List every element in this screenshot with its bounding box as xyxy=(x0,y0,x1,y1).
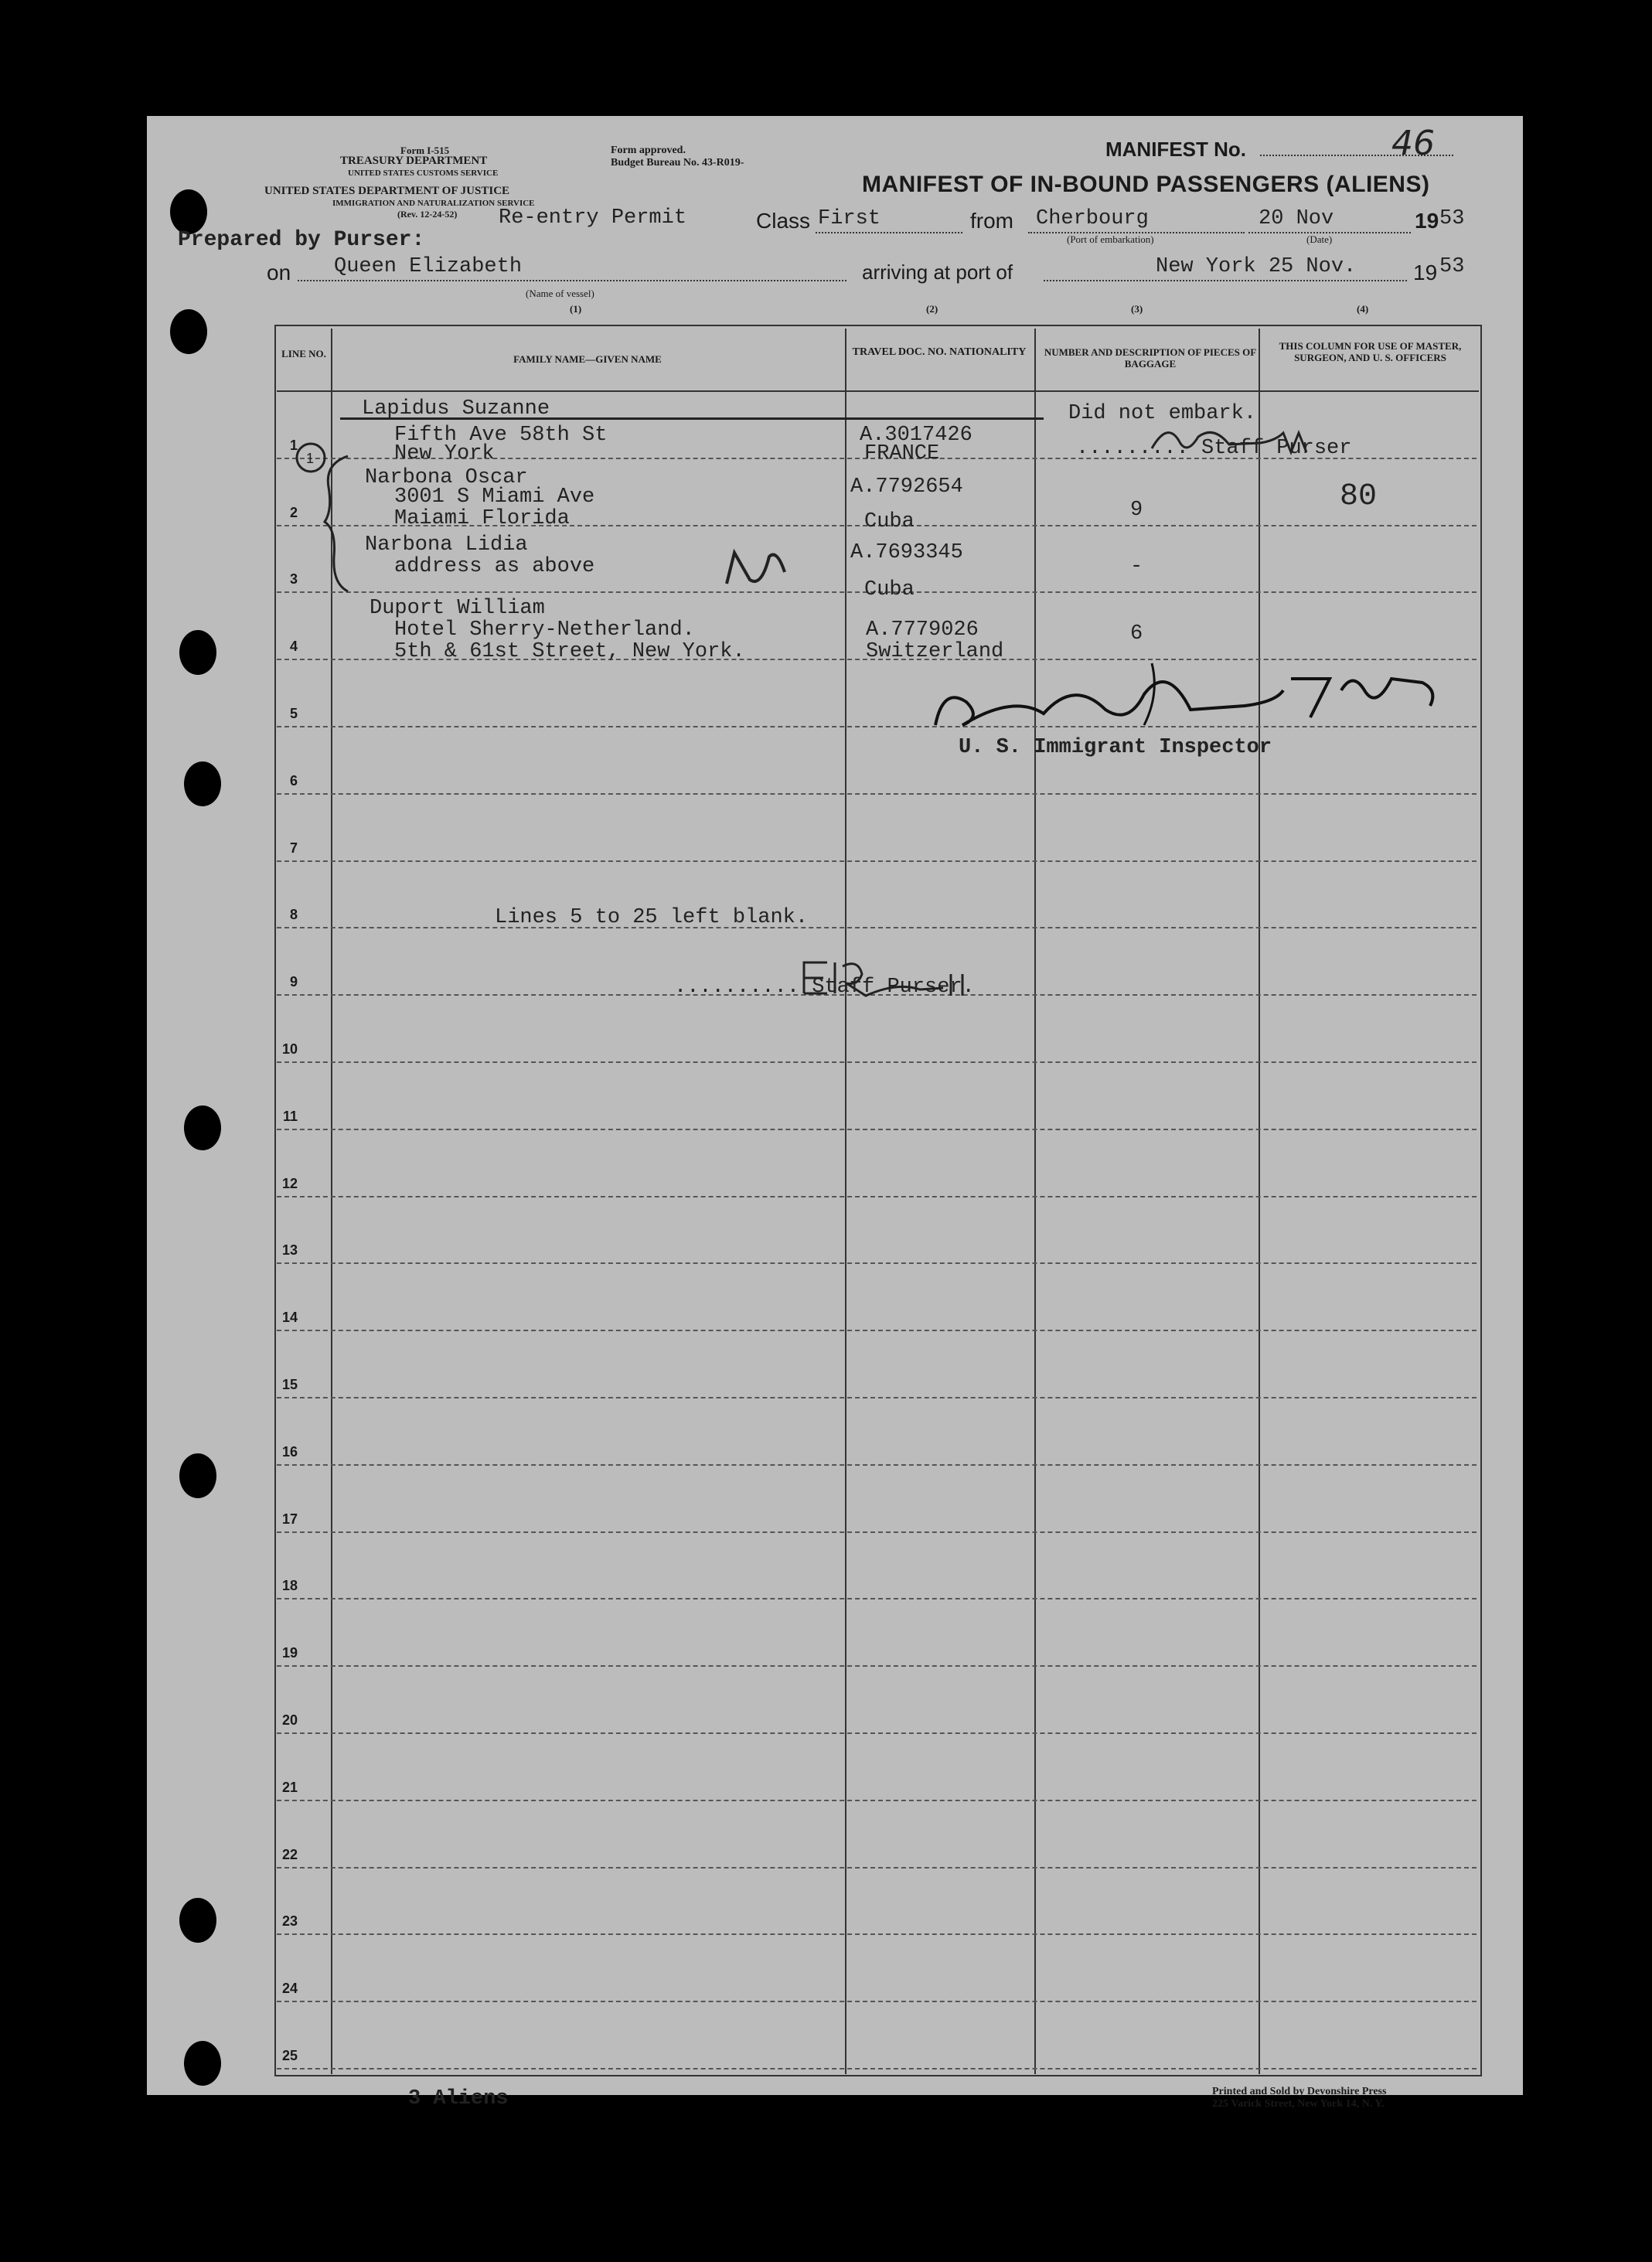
punch-hole xyxy=(170,309,207,354)
ins-label: IMMIGRATION AND NATURALIZATION SERVICE xyxy=(332,199,535,208)
line-number: 11 xyxy=(282,1108,298,1124)
from-value: Cherbourg xyxy=(1036,207,1149,230)
line-number: 5 xyxy=(289,706,298,721)
arrival-year: 53 xyxy=(1439,255,1465,278)
row-divider xyxy=(277,1196,1477,1197)
purser-signature-mark xyxy=(1144,417,1322,464)
col2-number: (2) xyxy=(926,303,938,315)
handwritten-initial xyxy=(723,541,800,595)
printer-line-1: Printed and Sold by Devonshire Press xyxy=(1212,2086,1387,2097)
line-number: 6 xyxy=(289,772,298,789)
col-baggage: NUMBER AND DESCRIPTION OF PIECES OF BAGGAGE xyxy=(1044,346,1257,370)
passenger-narbona-oscar-address: 3001 S Miami Ave xyxy=(394,485,595,509)
line-number: 18 xyxy=(281,1578,298,1594)
row-divider xyxy=(277,1464,1477,1466)
row-divider xyxy=(277,1933,1477,1935)
row-divider xyxy=(277,1262,1477,1264)
narbona-oscar-baggage: 9 xyxy=(1130,499,1143,522)
form-number: Form I-515 xyxy=(400,145,450,156)
passenger-narbona-lidia-nationality: Cuba xyxy=(864,578,915,601)
customs-label: UNITED STATES CUSTOMS SERVICE xyxy=(348,169,499,178)
col-family-name: FAMILY NAME—GIVEN NAME xyxy=(513,353,662,365)
passenger-narbona-oscar-city: Maiami Florida xyxy=(394,507,570,530)
inspector-signature xyxy=(920,648,1453,748)
passenger-narbona-lidia-doc: A.7693345 xyxy=(850,541,963,564)
passenger-narbona-oscar-name: Narbona Oscar xyxy=(365,466,528,489)
row-divider xyxy=(277,1665,1477,1667)
port-embarkation-caption: (Port of embarkation) xyxy=(1067,233,1154,245)
prepared-by-label: Prepared by Purser: xyxy=(178,228,425,252)
passenger-duport-doc: A.7779026 xyxy=(866,618,979,642)
lines-left-blank-note: Lines 5 to 25 left blank. xyxy=(495,906,809,929)
row-divider xyxy=(277,927,1477,928)
date-caption: (Date) xyxy=(1306,233,1333,245)
line-number: 21 xyxy=(281,1779,298,1795)
line-number: 25 xyxy=(281,2048,298,2063)
year-value: 53 xyxy=(1439,207,1465,230)
line-number: 20 xyxy=(281,1712,298,1728)
col4-number: (4) xyxy=(1357,303,1369,315)
row-divider xyxy=(277,2001,1477,2002)
passenger-lapidus-city: New York xyxy=(394,442,495,465)
passenger-lapidus-name: Lapidus Suzanne xyxy=(362,397,550,421)
row-divider xyxy=(277,1330,1477,1331)
punch-hole xyxy=(184,761,221,806)
passenger-narbona-oscar-doc: A.7792654 xyxy=(850,475,963,499)
form-approved: Form approved. xyxy=(611,145,686,156)
passenger-narbona-lidia-name: Narbona Lidia xyxy=(365,533,528,557)
row-divider xyxy=(277,1129,1477,1130)
manifest-no-label: MANIFEST No. xyxy=(1105,138,1246,161)
class-value: First xyxy=(818,207,881,230)
punch-hole xyxy=(179,1453,216,1498)
vessel-name: Queen Elizabeth xyxy=(334,255,523,278)
passenger-duport-nationality: Switzerland xyxy=(866,640,1004,663)
treasury-label: TREASURY DEPARTMENT xyxy=(340,155,488,167)
line-number: 7 xyxy=(289,840,298,856)
punch-hole xyxy=(179,630,216,675)
line-number: 13 xyxy=(281,1242,298,1259)
lapidus-staff-purser: ......... Staff Purser xyxy=(1076,437,1352,460)
duport-baggage: 6 xyxy=(1130,622,1143,646)
manifest-no-value: 46 xyxy=(1391,124,1435,163)
punch-hole xyxy=(179,1898,216,1943)
narbona-oscar-officer-note: 80 xyxy=(1340,479,1378,514)
col-officers: THIS COLUMN FOR USE OF MASTER, SURGEON, AND U. S. OFFICERS xyxy=(1279,340,1462,363)
row-divider xyxy=(277,1061,1477,1063)
year-prefix: 19 xyxy=(1415,209,1439,233)
line-number: 19 xyxy=(281,1645,298,1661)
staff-purser-signature-line: .......... Staff Purser. xyxy=(674,976,975,999)
alien-count: 3 Aliens xyxy=(408,2087,509,2110)
passenger-lapidus-nationality: FRANCE xyxy=(864,442,940,465)
svg-text:1: 1 xyxy=(306,451,315,466)
revision-label: (Rev. 12-24-52) xyxy=(397,209,458,220)
printer-line-2: 225 Varick Street, New York 14, N. Y. xyxy=(1212,2098,1385,2110)
class-label: Class xyxy=(756,209,811,233)
line-number: 22 xyxy=(281,1846,298,1862)
immigrant-inspector-label: U. S. Immigrant Inspector xyxy=(959,736,1272,759)
line-number: 8 xyxy=(289,907,298,923)
row-divider xyxy=(277,2068,1477,2070)
staff-purser-signature xyxy=(789,951,989,1005)
arrival-port-date: New York 25 Nov. xyxy=(1156,255,1357,278)
narbona-lidia-baggage: - xyxy=(1130,555,1143,578)
line-number: 23 xyxy=(281,1913,298,1930)
row-divider xyxy=(277,1531,1477,1533)
date-value: 20 Nov xyxy=(1259,207,1334,230)
passenger-lapidus-doc: A.3017426 xyxy=(860,424,972,447)
line-number: 4 xyxy=(289,639,298,655)
row-divider xyxy=(277,1800,1477,1801)
arriving-label: arriving at port of xyxy=(862,261,1013,284)
row-divider xyxy=(277,1598,1477,1599)
line-number: 1 xyxy=(289,437,298,453)
punch-hole xyxy=(184,1105,221,1150)
line-number: 14 xyxy=(281,1310,298,1326)
budget-bureau: Budget Bureau No. 43-R019- xyxy=(611,157,744,169)
bracket-mark xyxy=(294,441,363,603)
col3-number: (3) xyxy=(1131,303,1143,315)
row-divider xyxy=(277,860,1477,862)
row-divider xyxy=(277,793,1477,795)
row-divider xyxy=(277,1867,1477,1869)
justice-label: UNITED STATES DEPARTMENT OF JUSTICE xyxy=(264,185,510,197)
line-number: 15 xyxy=(281,1377,298,1392)
row-divider xyxy=(277,1397,1477,1398)
line-number: 9 xyxy=(289,974,298,990)
line-number: 24 xyxy=(281,1981,298,1997)
passenger-lapidus-address: Fifth Ave 58th St xyxy=(394,424,608,447)
on-label: on xyxy=(267,261,291,284)
line-number: 3 xyxy=(289,571,298,588)
line-number: 17 xyxy=(281,1511,298,1527)
row-divider xyxy=(277,1732,1477,1734)
col-line-no: LINE NO. xyxy=(281,348,326,359)
passenger-duport-address: Hotel Sherry-Netherland. xyxy=(394,618,695,642)
col1-number: (1) xyxy=(570,303,582,315)
manifest-title: MANIFEST OF IN-BOUND PASSENGERS (ALIENS) xyxy=(862,172,1430,197)
line-number: 12 xyxy=(281,1175,298,1191)
col-travel-doc: TRAVEL DOC. NO. NATIONALITY xyxy=(852,346,1027,358)
passenger-duport-city: 5th & 61st Street, New York. xyxy=(394,640,745,663)
lapidus-not-embarked: Did not embark. xyxy=(1068,402,1257,425)
strikethrough-line xyxy=(340,417,1044,420)
line-number: 16 xyxy=(281,1443,298,1460)
punch-hole xyxy=(184,2041,221,2086)
line-number: 2 xyxy=(289,504,298,520)
passenger-narbona-lidia-address: address as above xyxy=(394,555,595,578)
vessel-caption: (Name of vessel) xyxy=(526,288,594,299)
arrival-year-prefix: 19 xyxy=(1413,261,1438,284)
passenger-duport-name: Duport William xyxy=(370,597,545,620)
reentry-permit: Re-entry Permit xyxy=(499,206,687,230)
from-label: from xyxy=(970,209,1013,233)
line-number: 10 xyxy=(281,1041,298,1057)
passenger-narbona-oscar-nationality: Cuba xyxy=(864,510,915,533)
